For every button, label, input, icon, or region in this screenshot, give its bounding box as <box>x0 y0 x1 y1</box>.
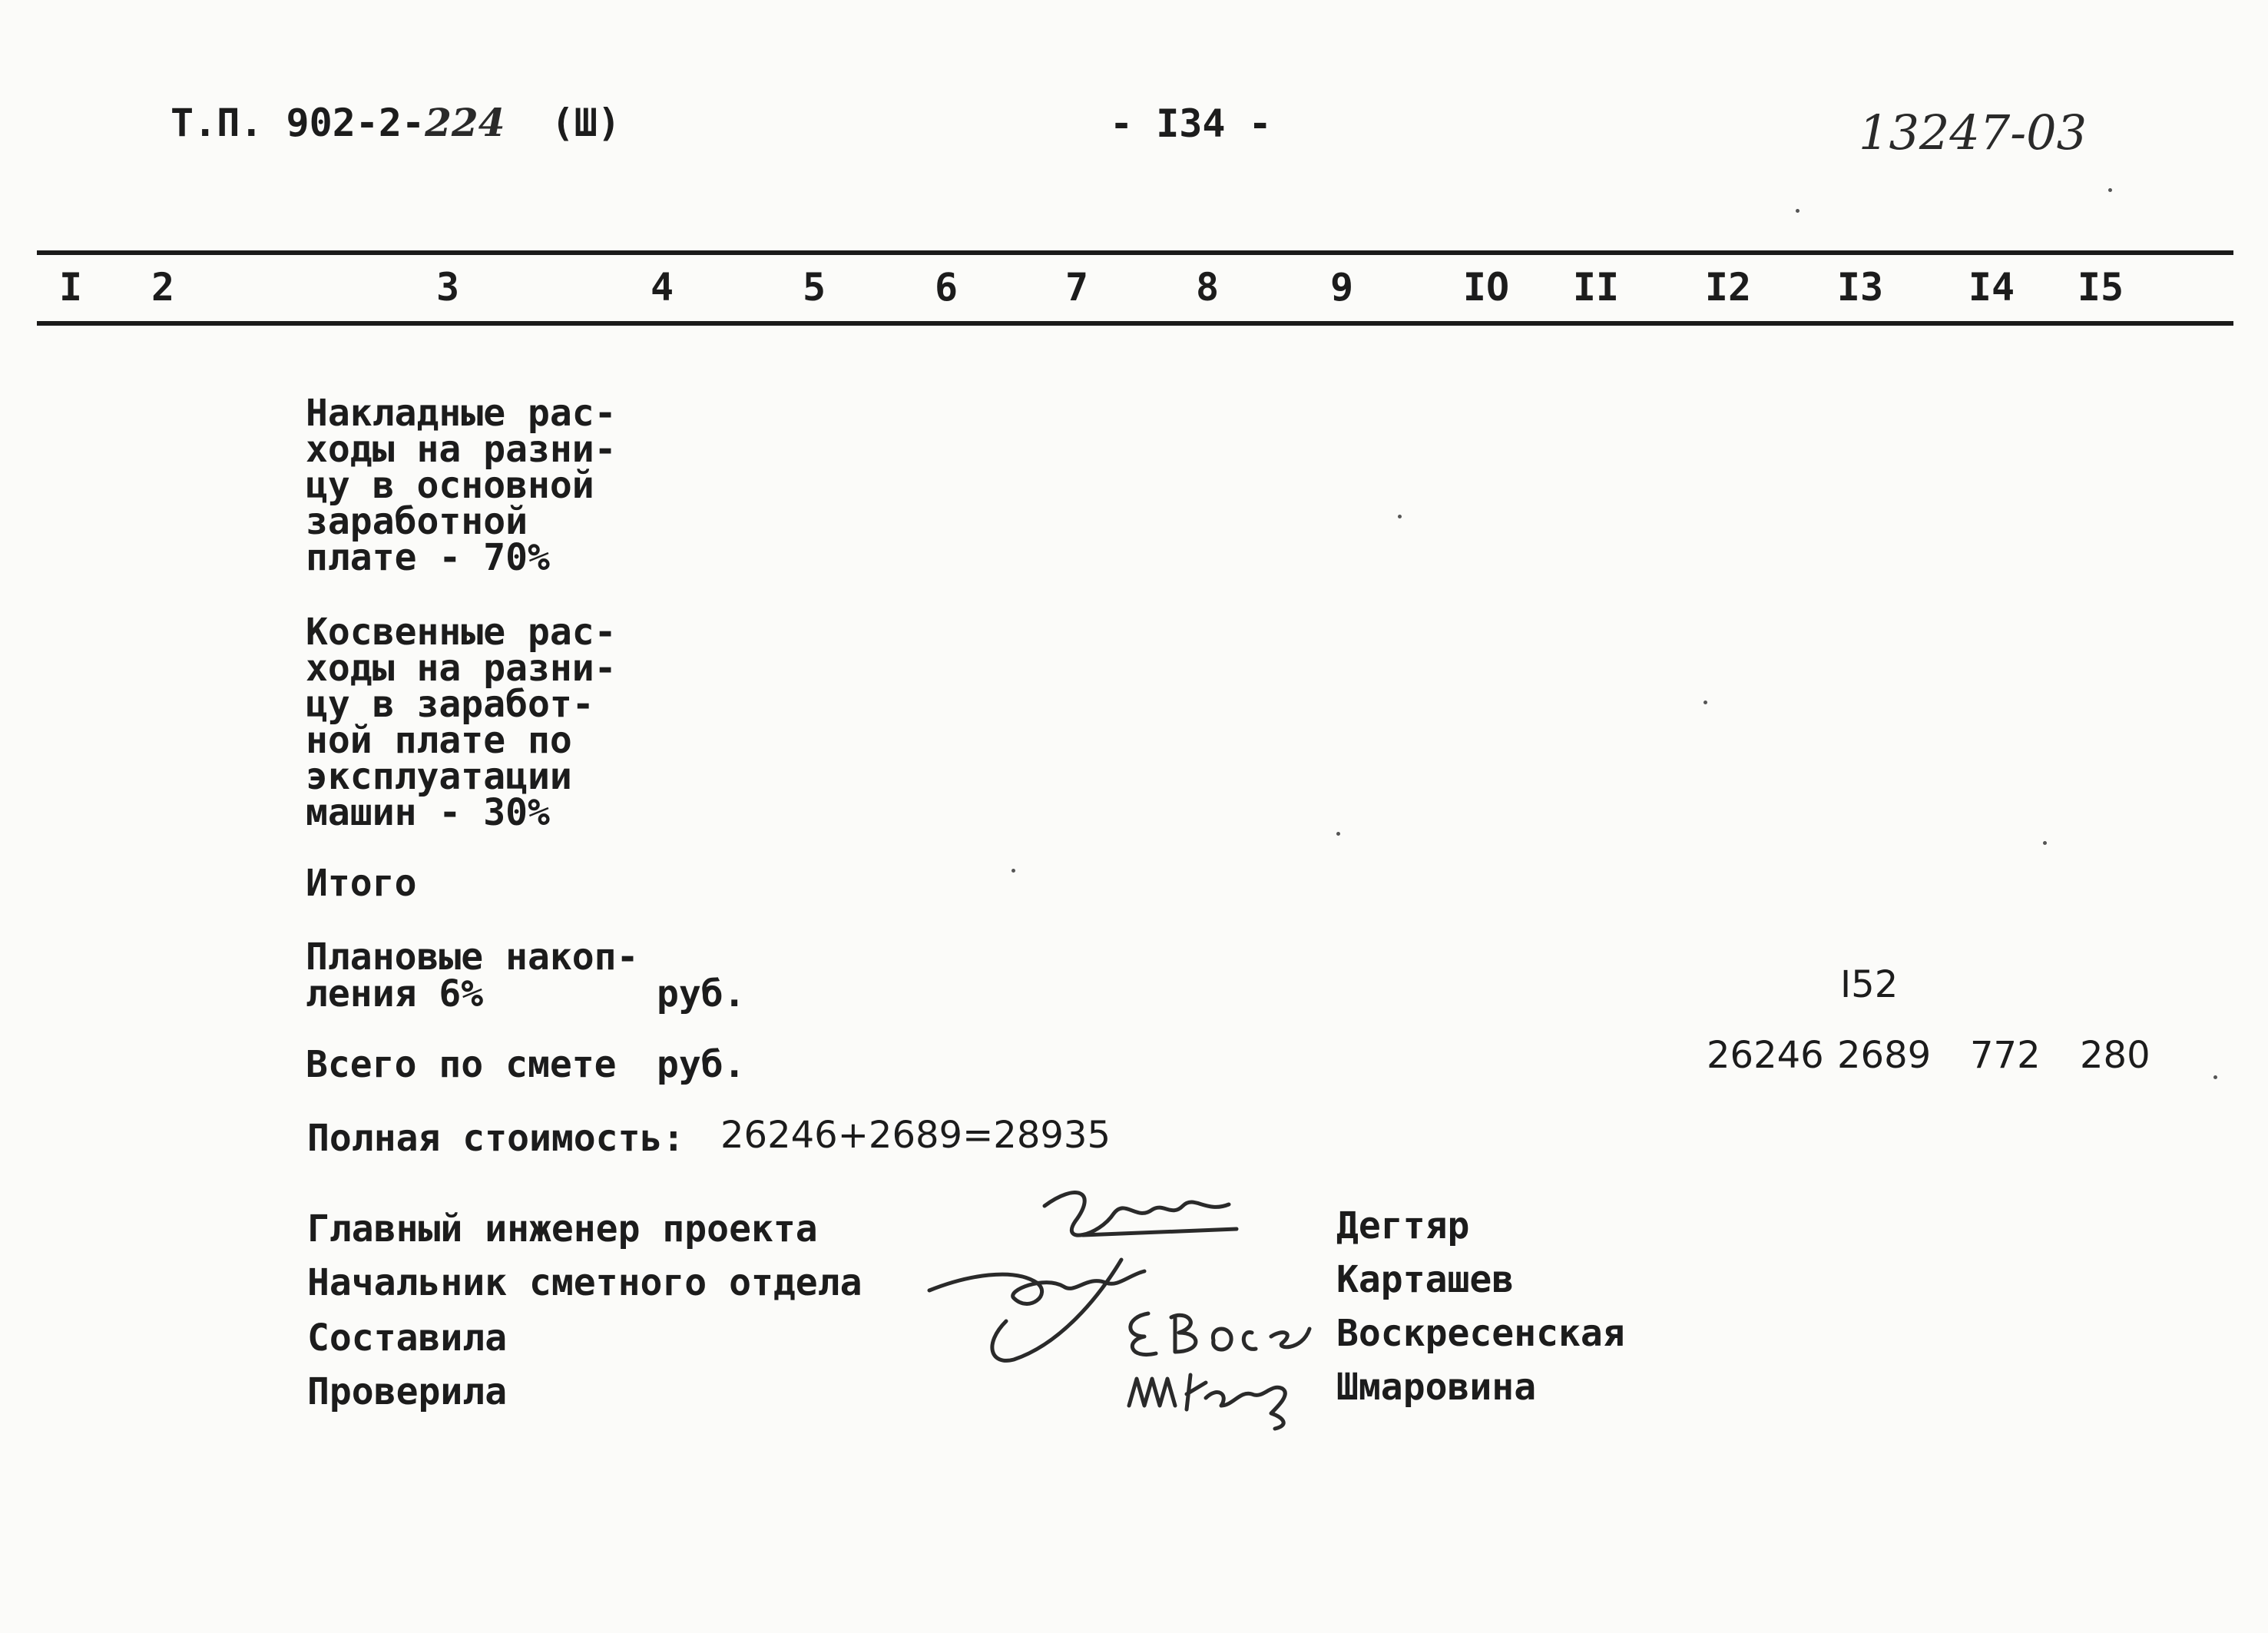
column-header-3: 3 <box>435 265 460 310</box>
column-header-2: 2 <box>151 265 175 310</box>
column-header-13: I3 <box>1836 265 1884 310</box>
scan-speck <box>1398 515 1402 518</box>
column-header-8: 8 <box>1195 265 1220 310</box>
column-header-6: 6 <box>934 265 959 310</box>
estimate-total-unit: руб. <box>657 1043 746 1086</box>
scan-speck <box>1336 832 1340 836</box>
full-cost-label: Полная стоимость: <box>307 1117 685 1160</box>
document-code-prefix: Т.П. 902-2- <box>171 101 425 145</box>
signature-role-estimate-head: Начальник сметного отдела <box>307 1261 863 1304</box>
column-header-7: 7 <box>1064 265 1089 310</box>
estimate-total-col15: 280 <box>2080 1034 2150 1077</box>
document-code-handwritten: 224 <box>425 100 505 145</box>
total-label: Итого <box>306 862 417 905</box>
signature-name-compiled-by: Воскресенская <box>1336 1312 1625 1355</box>
estimate-total-col13: 2689 <box>1837 1034 1932 1077</box>
scan-speck <box>2043 841 2047 845</box>
column-header-5: 5 <box>802 265 826 310</box>
signature-name-chief-engineer: Дегтяр <box>1336 1204 1470 1247</box>
full-cost-formula: 26246+2689=28935 <box>720 1114 1111 1157</box>
signature-checked-by <box>1117 1352 1302 1436</box>
scan-speck <box>1703 701 1707 704</box>
planned-savings-unit: руб. <box>657 972 746 1015</box>
estimate-total-col12: 26246 <box>1707 1034 1824 1077</box>
signature-role-chief-engineer: Главный инженер проекта <box>307 1207 818 1250</box>
column-header-11: II <box>1572 265 1620 310</box>
planned-savings-label-line1: Плановые накоп- <box>306 936 639 979</box>
indirect-costs-label: Косвенные рас- ходы на разни- цу в заработ- ной плате по эксплуатации машин - 30% <box>306 611 617 834</box>
estimate-total-col14: 772 <box>1970 1034 2041 1077</box>
archive-number: 13247-03 <box>1859 104 2088 161</box>
column-header-4: 4 <box>650 265 674 310</box>
column-header-14: I4 <box>1968 265 2015 310</box>
planned-savings-label-line2: ления 6% <box>306 972 484 1015</box>
signature-role-checked-by: Проверила <box>307 1370 508 1413</box>
scan-speck <box>1011 869 1015 873</box>
page-number: - I34 - <box>1110 101 1272 146</box>
table-top-rule <box>37 250 2233 255</box>
column-header-9: 9 <box>1329 265 1354 310</box>
document-code <box>171 100 621 145</box>
table-header-bottom-rule <box>37 321 2233 326</box>
signature-name-estimate-head: Карташев <box>1336 1258 1515 1301</box>
overhead-costs-label: Накладные рас- ходы на разни- цу в основной заработной плате - 70% <box>306 392 617 579</box>
estimate-total-label: Всего по смете <box>306 1043 617 1086</box>
column-header-1: I <box>58 265 83 310</box>
column-header-10: IO <box>1462 265 1510 310</box>
signature-role-compiled-by: Составила <box>307 1317 508 1360</box>
scan-speck <box>1796 209 1800 213</box>
scan-speck <box>2213 1075 2217 1079</box>
column-header-12: I2 <box>1704 265 1752 310</box>
scan-speck <box>2108 188 2112 192</box>
planned-savings-col13: I52 <box>1840 963 1899 1006</box>
document-code-suffix: (Ш) <box>551 101 621 145</box>
signature-name-checked-by: Шмаровина <box>1336 1366 1537 1409</box>
column-header-15: I5 <box>2077 265 2124 310</box>
